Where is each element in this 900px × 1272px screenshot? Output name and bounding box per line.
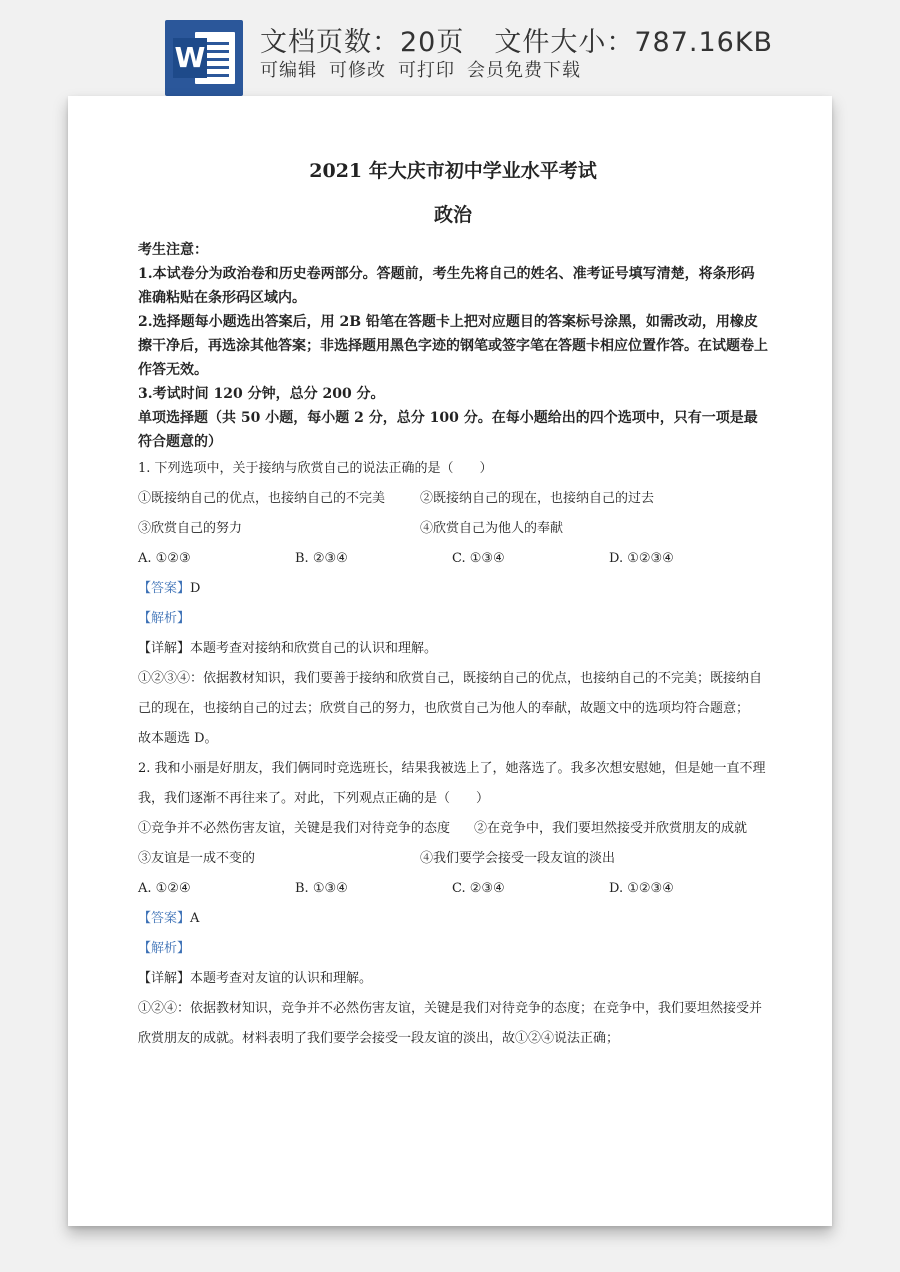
feature-list [260,56,593,82]
notice-item-1: 1.本试卷分为政治卷和历史卷两部分。答题前，考生先将自己的姓名、准考证号填写清楚，将条形码准确粘贴在条形码区域内。 [138,266,755,306]
notice-item-3: 3.考试时间 120 分钟，总分 200 分。 [138,386,385,402]
answer-option: B. ①③④ [295,881,348,896]
analysis-tag: 【解析】 [138,611,191,626]
section-instructions: 单项选择题（共 50 小题，每小题 2 分，总分 100 分。在每小题给出的四个选项中，只有一项是最符合题意的） [138,410,758,450]
feature-printable: 可打印 [398,60,455,81]
answer-line [138,574,768,604]
answer-option: D. ①②③④ [609,551,674,566]
word-document-icon: W [165,20,243,96]
question-2 [138,754,768,1054]
feature-member-download: 会员免费下载 [467,60,581,81]
analysis-tag: 【解析】 [138,941,191,956]
answer-option: A. ①②④ [138,881,191,896]
conclusion: 故本题选 D。 [138,731,218,746]
statement-item: ②在竞争中，我们要坦然接受并欣赏朋友的成就 [474,821,748,836]
page-count: 文档页数：20页 [260,27,465,58]
download-banner [0,0,900,96]
answer-option: D. ①②③④ [609,881,674,896]
answer-tag: 【答案】 [138,581,191,596]
answer-value: D [190,581,201,596]
exam-title: 2021 年大庆市初中学业水平考试 [309,160,597,182]
answer-option: A. ①②③ [138,551,191,566]
feature-modifiable: 可修改 [329,60,386,81]
answer-line [138,904,768,934]
answer-option: C. ①③④ [452,551,505,566]
detail-line: 【详解】本题考查对接纳和欣赏自己的认识和理解。 [138,641,438,656]
statement-item: ④我们要学会接受一段友谊的淡出 [420,851,616,866]
question-1 [138,454,768,754]
detail-line: 【详解】本题考查对友谊的认识和理解。 [138,971,373,986]
explanation: ①②④：依据教材知识，竞争并不必然伤害友谊，关键是我们对待竞争的态度；在竞争中，我们要坦然接受并欣赏朋友的成就。材料表明了我们要学会接受一段友谊的淡出，故①②④说法正确； [138,1001,763,1046]
exam-subject: 政治 [433,204,472,226]
answer-option: C. ②③④ [452,881,505,896]
question-stem: 1. 下列选项中，关于接纳与欣赏自己的说法正确的是（ ） [138,461,493,476]
answer-option: B. ②③④ [295,551,348,566]
answer-value: A [190,911,200,926]
statement-item: ①既接纳自己的优点，也接纳自己的不完美 [138,491,386,506]
exam-notice [138,238,768,454]
statement-item: ④欣赏自己为他人的奉献 [420,521,564,536]
notice-item-2: 2.选择题每小题选出答案后，用 2B 铅笔在答题卡上把对应题目的答案标号涂黑，如需改动，用橡皮擦干净后，再选涂其他答案；非选择题用黑色字迹的钢笔或签字笔在答题卡相应位置作答。在试题卷上作答无效。 [138,314,768,378]
statement-item: ①竞争并不必然伤害友谊，关键是我们对待竞争的态度 [138,821,451,836]
file-info [260,20,803,59]
file-size: 文件大小：787.16KB [494,27,774,58]
statement-item: ②既接纳自己的现在，也接纳自己的过去 [420,491,655,506]
answer-tag: 【答案】 [138,911,191,926]
document-page [68,96,832,1226]
explanation: ①②③④：依据教材知识，我们要善于接纳和欣赏自己，既接纳自己的优点，也接纳自己的不完美；既接纳自己的现在，也接纳自己的过去；欣赏自己的努力，也欣赏自己为他人的奉献，故题文中的选项均符合题意； [138,671,763,716]
notice-heading: 考生注意： [138,242,208,258]
statement-item: ③欣赏自己的努力 [138,521,243,536]
statement-item: ③友谊是一成不变的 [138,851,256,866]
feature-editable: 可编辑 [260,60,317,81]
question-stem: 2. 我和小丽是好朋友，我们俩同时竞选班长，结果我被选上了，她落选了。我多次想安慰她，但是她一直不理我，我们逐渐不再往来了。对此，下列观点正确的是（ ） [138,761,766,806]
